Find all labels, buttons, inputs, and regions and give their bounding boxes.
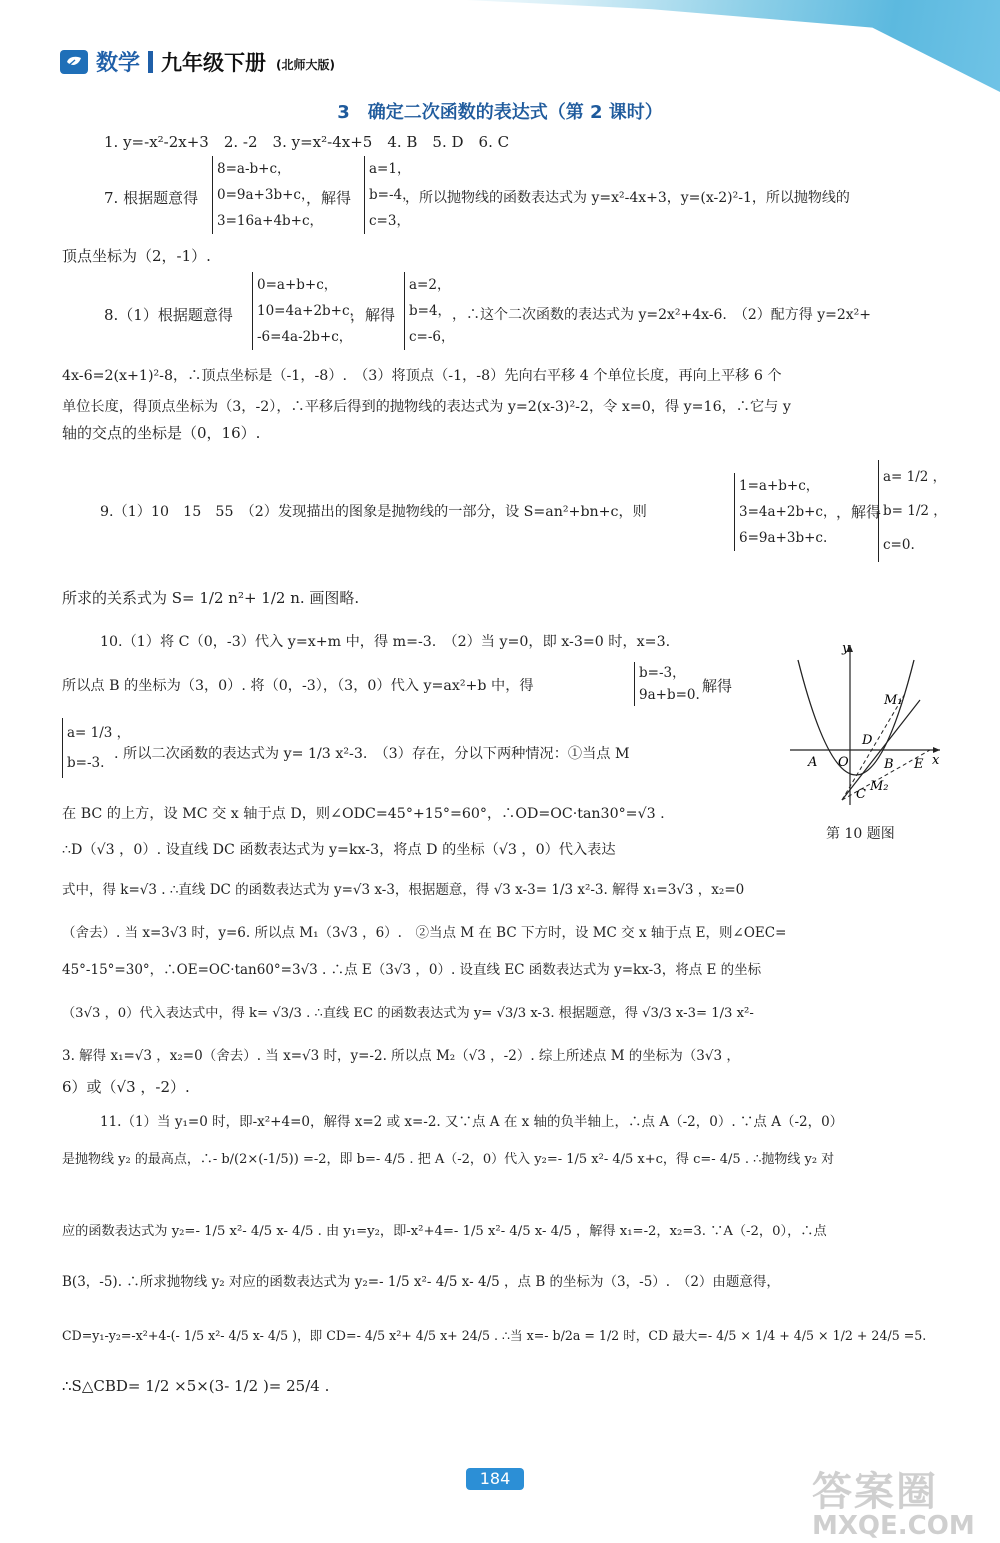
equation-line: c=0. <box>883 537 915 553</box>
figure-caption: 第 10 题图 <box>826 826 895 842</box>
answer-q9-solve: ，解得 <box>836 503 882 521</box>
header-divider <box>148 51 153 73</box>
answer-q8-intro: 8.（1）根据题意得 <box>104 306 233 324</box>
label-x: x <box>932 753 940 768</box>
label-y: y <box>842 641 850 656</box>
equation-line: b=4， <box>409 303 452 319</box>
equation-line: 0=a+b+c， <box>257 277 338 293</box>
equation-line: -6=4a-2b+c， <box>257 329 353 345</box>
answer-q10-solve: 解得 <box>702 677 733 695</box>
solution-system-q9 <box>878 460 947 562</box>
solution-system-q8 <box>404 272 455 350</box>
answer-q8-line2: 4x-6=2(x+1)²-8，∴顶点坐标是（-1，-8）. （3）将顶点（-1，-8）先向右平移 4 个单位长度，再向上平移 6 个 <box>62 368 782 384</box>
equation-line: b= 1/2 ， <box>883 503 947 519</box>
equation-line: 8=a-b+c， <box>217 161 291 177</box>
answer-q11-line1: 11.（1）当 y₁=0 时，即-x²+4=0，解得 x=2 或 x=-2. 又∵点 A 在 x 轴的负半轴上，∴点 A（-2，0）. ∵点 A（-2，0） <box>100 1114 844 1130</box>
edition-label: (北师大版) <box>276 58 335 72</box>
page-number: 184 <box>466 1468 524 1490</box>
label-b: B <box>884 757 894 772</box>
answer-q10-line4: 在 BC 的上方，设 MC 交 x 轴于点 D，则∠ODC=45°+15°=60°，∴OD=OC·tan30°=√3 . <box>62 806 665 822</box>
label-d: D <box>862 733 873 748</box>
answer-q10-line6: 式中，得 k=√3 . ∴直线 DC 的函数表达式为 y=√3 x-3，根据题意，得 √3 x-3= 1/3 x²-3. 解得 x₁=3√3 ，x₂=0 <box>62 882 745 898</box>
answer-q11-line3: 应的函数表达式为 y₂=- 1/5 x²- 4/5 x- 4/5 . 由 y₁=y₂，即-x²+4=- 1/5 x²- 4/5 x- 4/5 ，解得 x₁=-2，x₂=3. ∵A（-2，0），∴点 <box>62 1224 827 1239</box>
equation-line: 10=4a+2b+c， <box>257 303 364 319</box>
label-c: C <box>856 787 866 802</box>
answer-q9-end: 所求的关系式为 S= 1/2 n²+ 1/2 n. 画图略. <box>62 589 360 607</box>
answer-q11-line4: B(3，-5). ∴所求抛物线 y₂ 对应的函数表达式为 y₂=- 1/5 x²- 4/5 x- 4/5 ，点 B 的坐标为（3，-5）. （2）由题意得， <box>62 1274 780 1290</box>
answer-q10-line3: . 所以二次函数的表达式为 y= 1/3 x²-3. （3）存在，分以下两种情况：①当点 M <box>114 746 630 762</box>
label-o: O <box>838 755 849 770</box>
answer-q8-solve: ，解得 <box>350 306 396 324</box>
equation-system-q10 <box>634 662 700 706</box>
equation-line: a= 1/2 ， <box>883 469 947 485</box>
equation-line: b=-4， <box>369 187 416 203</box>
answer-q10-line2: 所以点 B 的坐标为（3，0）. 将（0，-3），（3，0）代入 y=ax²+b 中，得 <box>62 678 534 694</box>
label-m1: M₁ <box>884 693 903 708</box>
answer-q8-line3: 单位长度，得顶点坐标为（3，-2），∴平移后得到的抛物线的表达式为 y=2(x-3)²-2，令 x=0，得 y=16，∴它与 y <box>62 399 791 415</box>
answer-q10-line7: （舍去）. 当 x=3√3 时，y=6. 所以点 M₁（3√3 ，6）. ②当点 M 在 BC 下方时，设 MC 交 x 轴于点 E，则∠OEC= <box>62 925 787 941</box>
answer-q10-line1: 10.（1）将 C（0，-3）代入 y=x+m 中，得 m=-3. （2）当 y=0，即 x-3=0 时，x=3. <box>100 634 671 650</box>
answer-q7-end: 顶点坐标为（2，-1）. <box>62 247 211 265</box>
equation-line: 1=a+b+c， <box>739 478 820 494</box>
answer-q11-line2: 是抛物线 y₂ 的最高点，∴- b/(2×(-1/5)) =-2，即 b=- 4/5 . 把 A（-2，0）代入 y₂=- 1/5 x²- 4/5 x+c，得 c=- 4/5 . ∴抛物线 y₂ 对 <box>62 1152 835 1167</box>
page-header <box>60 46 335 77</box>
equation-line: 6=9a+3b+c. <box>739 530 828 546</box>
subject-label: 数学 <box>96 51 141 76</box>
equation-line: 3=16a+4b+c， <box>217 213 324 229</box>
answer-q11-line6: ∴S△CBD= 1/2 ×5×(3- 1/2 )= 25/4 . <box>62 1377 330 1395</box>
answer-q7-rest: ，所以抛物线的函数表达式为 y=x²-4x+3，y=(x-2)²-1，所以抛物线的 <box>405 190 850 206</box>
watermark <box>812 1460 987 1541</box>
answer-q9-intro: 9.（1）10 15 55 （2）发现描出的图象是抛物线的一部分，设 S=an²+bn+c，则 <box>100 504 647 520</box>
q10-figure <box>780 640 950 810</box>
grade-label: 九年级下册 <box>161 50 267 75</box>
equation-line: 3=4a+2b+c， <box>739 504 837 520</box>
equation-line: 9a+b=0. <box>639 687 700 703</box>
label-m2: M₂ <box>870 779 889 794</box>
answer-q8-line4: 轴的交点的坐标是（0，16）. <box>62 424 261 442</box>
answer-q10-line11: 6）或（√3 ，-2）. <box>62 1078 190 1096</box>
answer-q7-intro: 7. 根据题意得 <box>104 189 199 207</box>
equation-line: b=-3， <box>639 665 686 681</box>
answer-q8-rest: ，∴这个二次函数的表达式为 y=2x²+4x-6. （2）配方得 y=2x²+ <box>452 307 872 323</box>
answer-q10-line5: ∴D（√3 ，0）. 设直线 DC 函数表达式为 y=kx-3，将点 D 的坐标（√3 ，0）代入表达 <box>62 842 616 858</box>
equation-system-q8 <box>252 272 363 350</box>
answer-line-q1-6: 1. y=-x²-2x+3 2. -2 3. y=x²-4x+5 4. B 5. D 6. C <box>104 133 510 151</box>
answer-q11-line5: CD=y₁-y₂=-x²+4-(- 1/5 x²- 4/5 x- 4/5 )，即 CD=- 4/5 x²+ 4/5 x+ 24/5 . ∴当 x=- b/2a = 1/2 时，CD 最大=- 4/5 × 1/4 + 4/5 × 1/2 + 24/5 =5. <box>62 1328 927 1343</box>
answer-q10-line10: 3. 解得 x₁=√3 ，x₂=0（舍去）. 当 x=√3 时，y=-2. 所以点 M₂（√3 ，-2）. 综上所述点 M 的坐标为（3√3 ， <box>62 1048 740 1064</box>
label-e: E <box>914 757 924 772</box>
watermark-text: 答案圈 <box>812 1469 938 1515</box>
equation-line: c=-6， <box>409 329 455 345</box>
answer-q7-solve: ，解得 <box>306 189 352 207</box>
equation-system-q9 <box>734 473 836 551</box>
section-title: 3 确定二次函数的表达式（第 2 课时） <box>337 102 663 123</box>
header-decoration <box>420 0 1000 92</box>
answer-q10-line8: 45°-15°=30°，∴OE=OC·tan60°=3√3 . ∴点 E（3√3 ，0）. 设直线 EC 函数表达式为 y=kx-3，将点 E 的坐标 <box>62 962 762 978</box>
watermark-url: MXQE.COM <box>812 1511 975 1541</box>
equation-line: a=2， <box>409 277 451 293</box>
equation-line: a= 1/3 ， <box>67 725 131 741</box>
leaf-logo-icon <box>60 50 88 74</box>
equation-line: b=-3. <box>67 755 105 771</box>
answer-q10-line9: （3√3 ，0）代入表达式中，得 k= √3/3 . ∴直线 EC 的函数表达式为 y= √3/3 x-3. 根据题意，得 √3/3 x-3= 1/3 x²- <box>62 1006 754 1021</box>
equation-line: 0=9a+3b+c， <box>217 187 315 203</box>
equation-line: c=3， <box>369 213 410 229</box>
equation-line: a=1， <box>369 161 411 177</box>
label-a: A <box>808 755 818 770</box>
